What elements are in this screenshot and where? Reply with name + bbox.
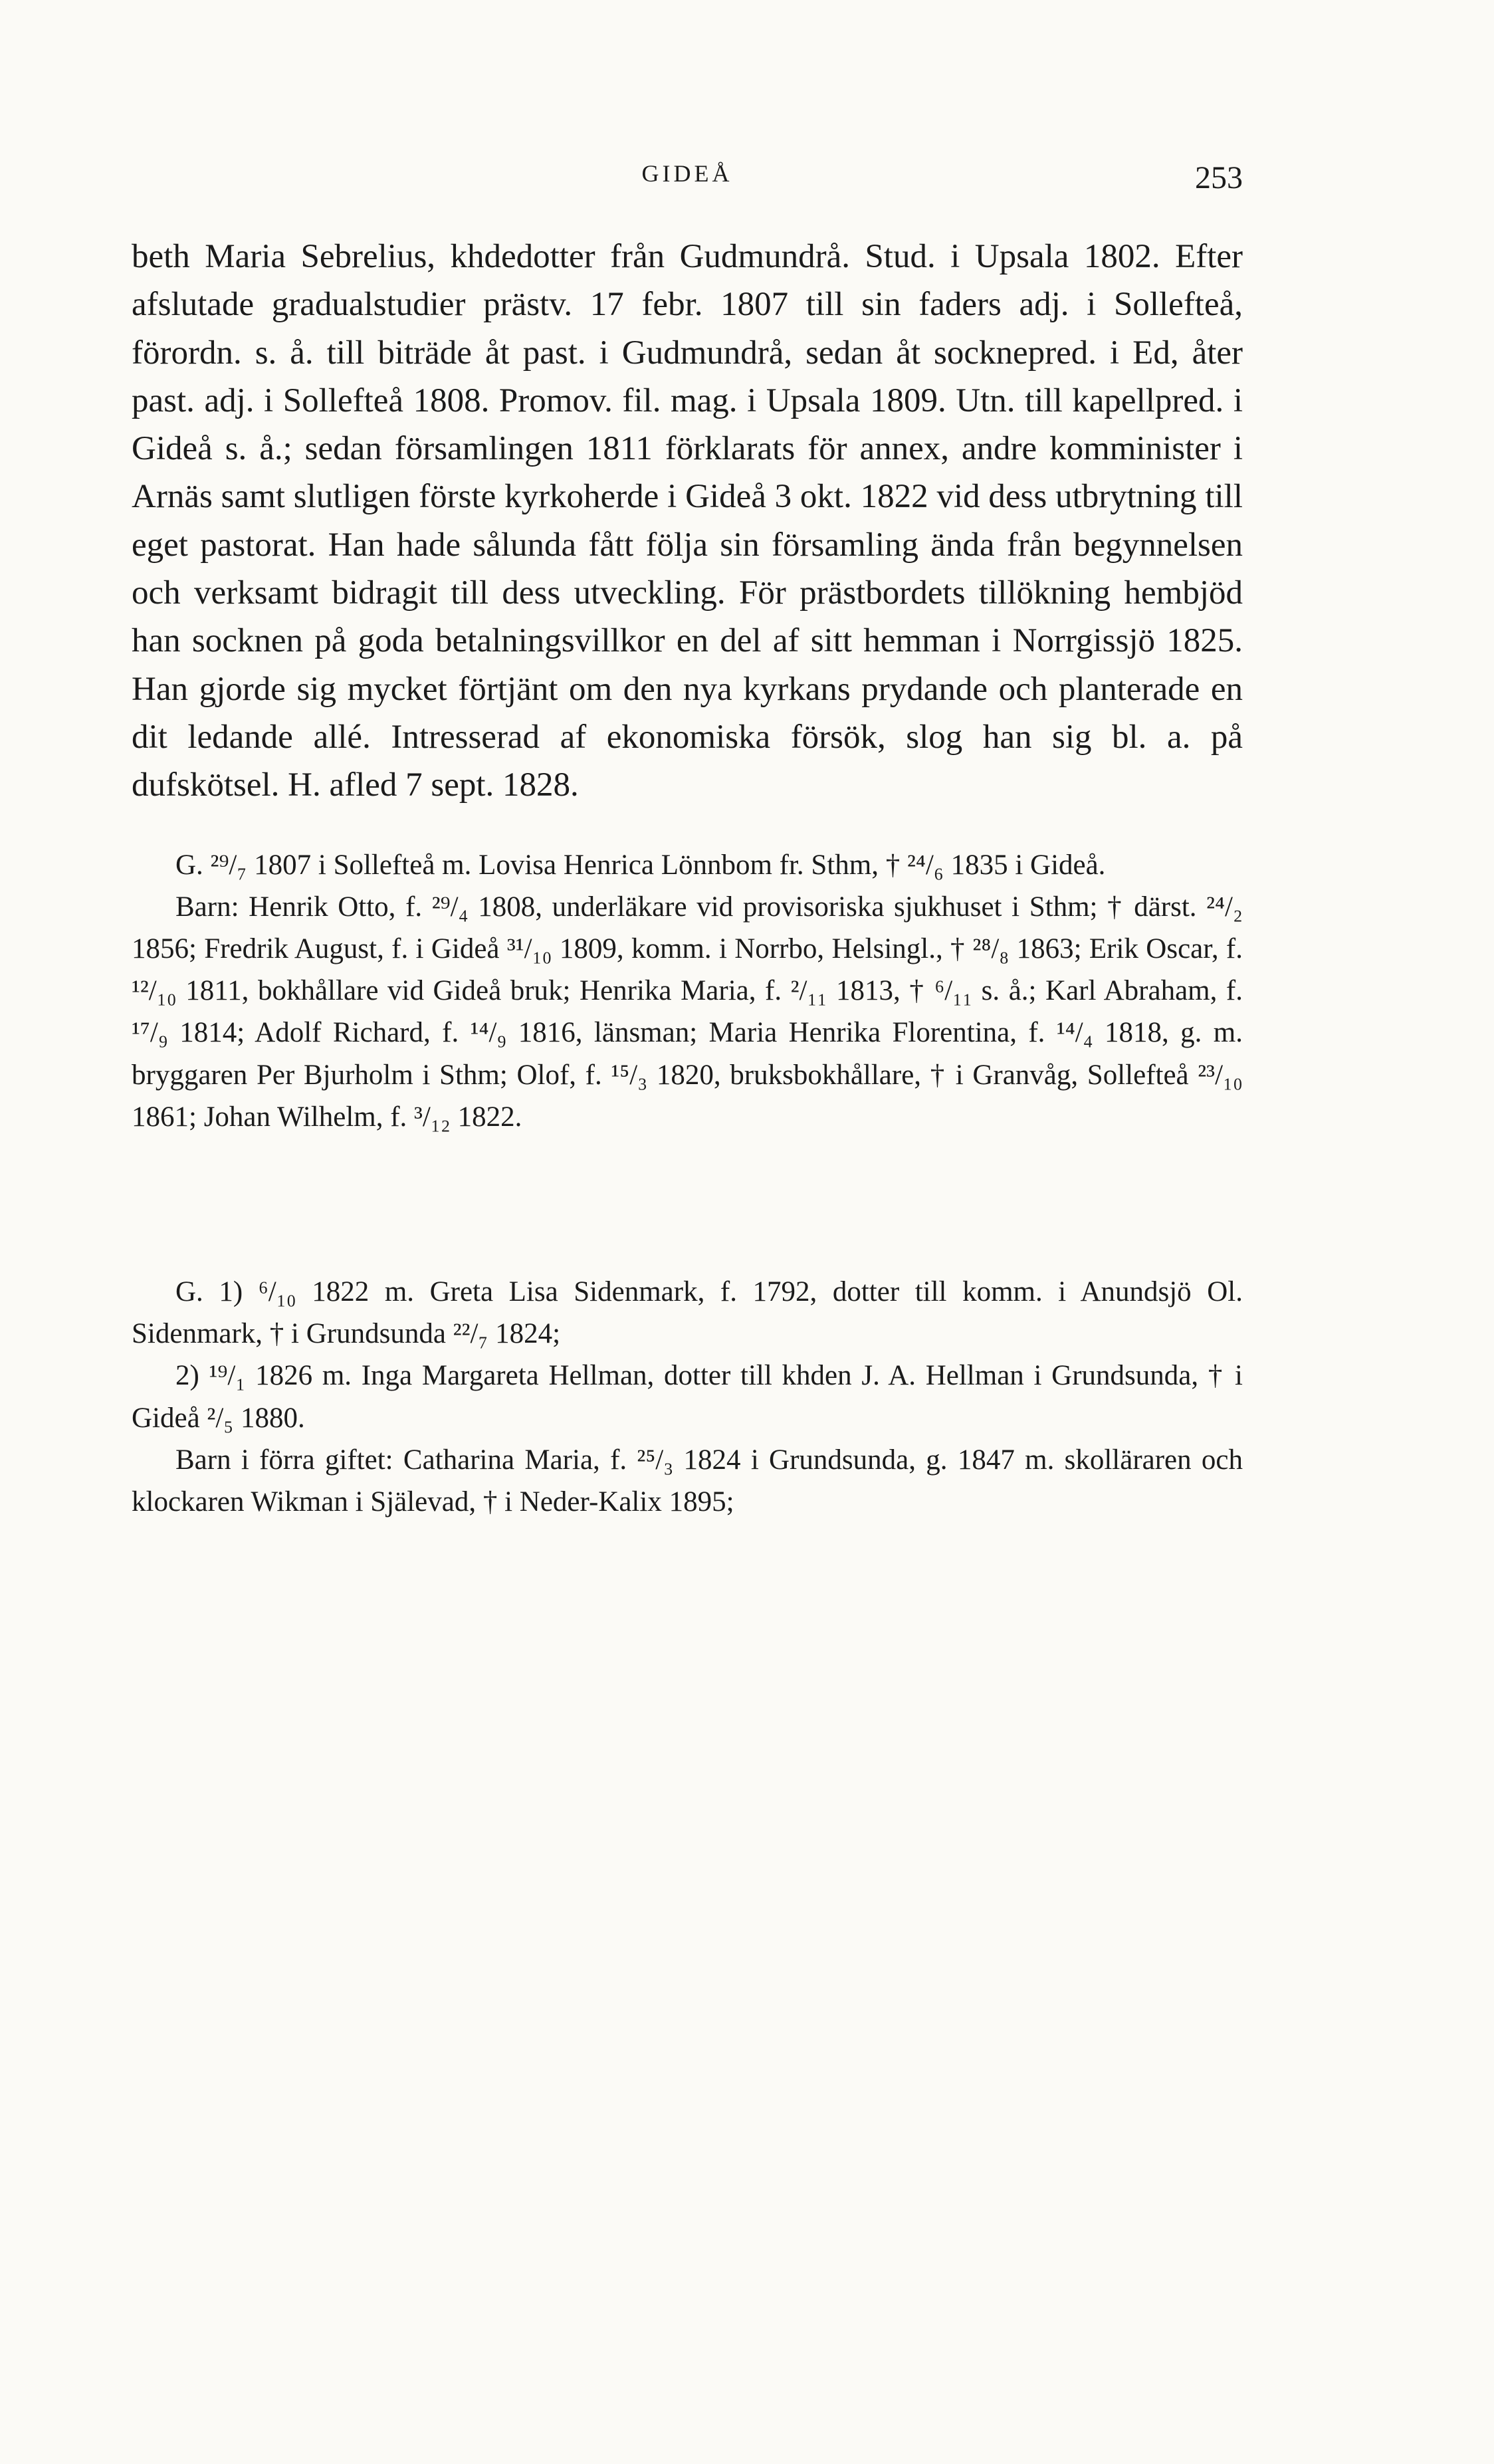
biography-continuation: beth Maria Sebrelius, khdedotter från Gudmundrå. Stud. i Upsala 1802. Efter afslutade gradualstudier prästv. 17 febr. 1807 till sin faders adj. i Sollefteå, förordn. s. å. till biträde åt past. i Gudmundrå, sedan åt socknepred. i Ed, åter past. adj. i Sollefteå 1808. Promov. fil. mag. i Upsala 1809. Utn. till kapellpred. i Gideå s. å.; sedan församlingen 1811 förklarats för annex, andre komminister i Arnäs samt slutligen förste kyrkoherde i Gideå 3 okt. 1822 vid dess utbrytning till eget pastorat. Han hade sålunda fått följa sin församling ända från begynnelsen och verksamt bidragit till dess utveckling. För prästbordets tillökning hembjöd han socknen på goda betalningsvillkor en del af sitt hemman i Norrgissjö 1825. Han gjorde sig mycket förtjänt om den nya kyrkans prydande och planterade en dit ledande allé. Intresserad af ekonomiska försök, slog han sig bl. a. på dufskötsel. H. afled 7 sept. 1828.: [132, 238, 1243, 804]
page-number: 253: [1195, 160, 1243, 195]
children-second-marriage-note: Barn i förra giftet: Catharina Maria, f. ²⁵/₃ 1824 i Grundsunda, g. 1847 m. skolläraren och klockaren Wikman i Själevad, † i Neder-Kalix 1895;: [132, 1444, 1243, 1517]
spacer: [132, 810, 1243, 844]
spacer: [132, 1138, 1243, 1165]
spacer: [132, 1165, 1243, 1236]
spacer: [132, 1236, 1243, 1271]
marriage-note: G. ²⁹/₇ 1807 i Sollefteå m. Lovisa Henrica Lönnbom fr. Sthm, † ²⁴/₆ 1835 i Gideå.: [175, 849, 1106, 881]
running-head: GIDEÅ: [641, 160, 733, 187]
children-first-marriage-note: 2) ¹⁹/₁ 1826 m. Inga Margareta Hellman, dotter till khden J. A. Hellman i Grundsunda, † i Gideå ²/₅ 1880.: [132, 1360, 1243, 1434]
page-body: [132, 233, 1243, 1523]
second-marriage-note: G. 1) ⁶/₁₀ 1822 m. Greta Lisa Sidenmark, f. 1792, dotter till komm. i Anundsjö Ol. Sidenmark, † i Grundsunda ²²/₇ 1824;: [132, 1276, 1243, 1350]
page-header: [132, 160, 1243, 199]
children-note: Barn: Henrik Otto, f. ²⁹/₄ 1808, underläkare vid provisoriska sjukhuset i Sthm; † därst. ²⁴/₂ 1856; Fredrik August, f. i Gideå ³¹/₁₀ 1809, komm. i Norrbo, Helsingl., † ²⁸/₈ 1863; Erik Oscar, f. ¹²/₁₀ 1811, bokhållare vid Gideå bruk; Henrika Maria, f. ²/₁₁ 1813, † ⁶/₁₁ s. å.; Karl Abraham, f. ¹⁷/₉ 1814; Adolf Richard, f. ¹⁴/₉ 1816, länsman; Maria Henrika Florentina, f. ¹⁴/₄ 1818, g. m. bryggaren Per Bjurholm i Sthm; Olof, f. ¹⁵/₃ 1820, bruksbokhållare, † i Granvåg, Sollefteå ²³/₁₀ 1861; Johan Wilhelm, f. ³/₁₂ 1822.: [132, 891, 1243, 1133]
